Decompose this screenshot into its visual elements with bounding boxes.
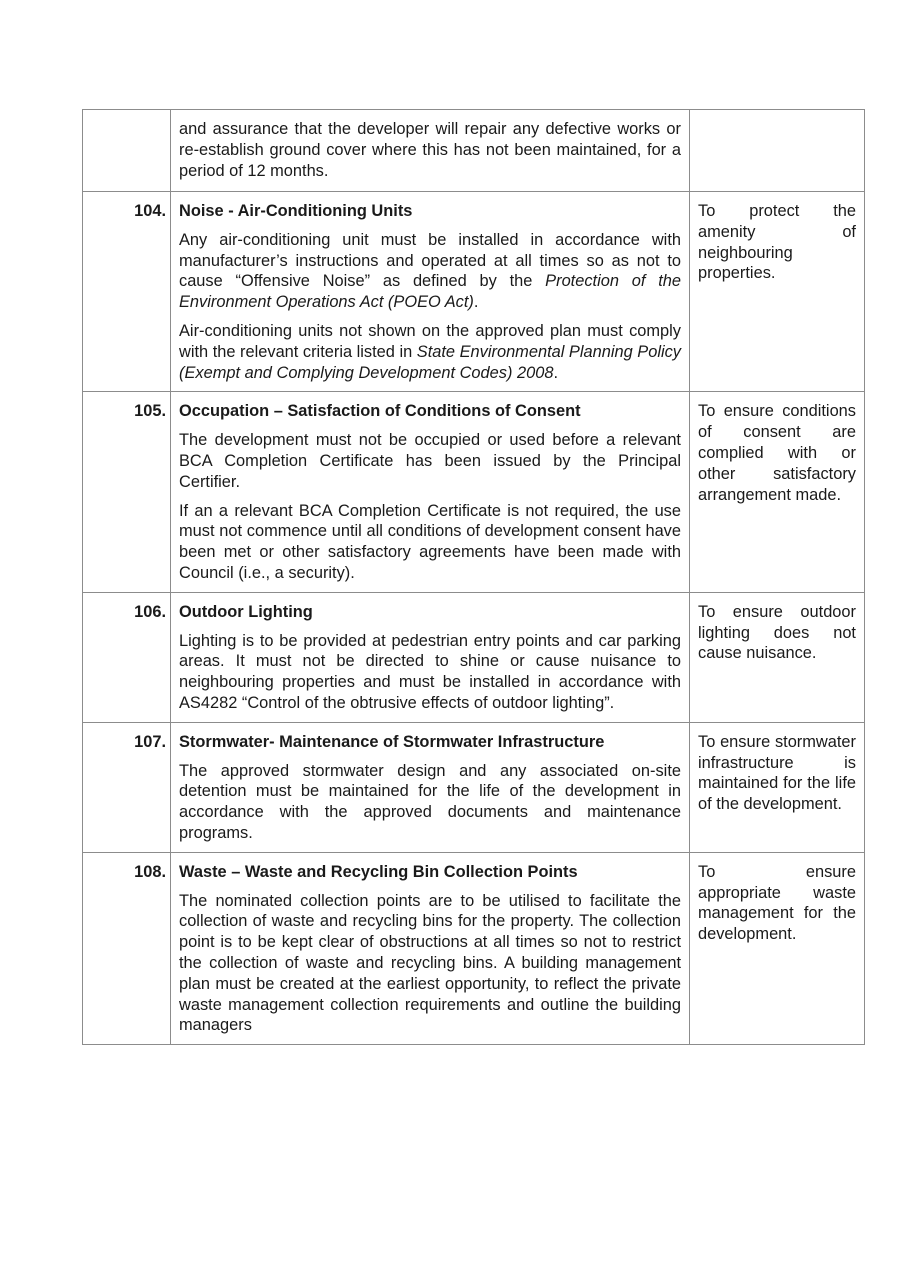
condition-paragraph: The development must not be occupied or used before a relevant BCA Completion Certificate has been issued by the Principal Certifier. [179,431,681,491]
condition-body-cell [171,110,690,192]
condition-body-cell [171,392,690,592]
table-row [83,592,865,722]
condition-body-cell [171,592,690,722]
condition-reason: To protect the amenity of neighbouring properties. [690,192,865,392]
condition-number: 104. [83,192,171,392]
policy-reference: State Environmental Planning Policy (Exempt and Complying Development Codes) 2008 [179,342,682,382]
continuation-paragraph: and assurance that the developer will repair any defective works or re-establish ground cover where this has not been maintained, for a period of 12 months. [179,120,681,180]
condition-title: Stormwater- Maintenance of Stormwater Infrastructure [179,732,605,751]
condition-title: Occupation – Satisfaction of Conditions of Consent [179,402,581,421]
condition-paragraph: If an a relevant BCA Completion Certificate is not required, the use must not commence until all conditions of development consent have been met or other satisfactory agreements have been made with Council (i.e., a security). [179,501,681,582]
paragraph-text: . [473,293,479,312]
condition-paragraph: The approved stormwater design and any associated on-site detention must be maintained for the life of the development in accordance with the approved documents and maintenance programs. [179,761,681,842]
reason-cell [690,110,865,192]
condition-reason: To ensure stormwater infrastructure is maintained for the life of the development. [690,722,865,852]
table-row [83,392,865,592]
paragraph-text: Air-conditioning units not shown on the approved plan must comply with the relevant criteria listed in [179,321,681,361]
condition-paragraph [179,230,681,313]
paragraph-text: Any air-conditioning unit must be installed in accordance with manufacturer’s instructions and operated at all times so as not to cause “Offensive Noise” as defined by the [179,230,681,291]
table-row [83,110,865,192]
table-row [83,722,865,852]
condition-number-cell [83,110,171,192]
condition-body-cell [171,192,690,392]
condition-paragraph: The nominated collection points are to be utilised to facilitate the collection of waste and recycling bins for the property. The collection point is to be kept clear of obstructions at all times so not to restrict the collection of waste and recycling bins. A building management plan must be created at the earliest opportunity, to reflect the private waste management collection requirements and outline the building managers [179,891,681,1035]
act-reference: Protection of the Environment Operations Act (POEO Act) [179,272,681,312]
condition-number: 107. [83,722,171,852]
condition-paragraph [179,321,681,383]
condition-number: 106. [83,592,171,722]
table-row [83,852,865,1044]
paragraph-text: . [553,363,559,382]
condition-title: Noise - Air-Conditioning Units [179,202,413,220]
condition-reason: To ensure appropriate waste management for the development. [690,852,865,1044]
condition-reason: To ensure conditions of consent are complied with or other satisfactory arrangement made. [690,392,865,592]
condition-reason: To ensure outdoor lighting does not cause nuisance. [690,592,865,722]
condition-number: 108. [83,852,171,1044]
condition-paragraph: Lighting is to be provided at pedestrian entry points and car parking areas. It must not be directed to shine or cause nuisance to neighbouring properties and must be installed in accordance with AS4282 “Control of the obtrusive effects of outdoor lighting”. [179,631,681,712]
condition-title: Outdoor Lighting [179,602,313,621]
condition-number: 105. [83,392,171,592]
condition-body-cell [171,852,690,1044]
condition-body-cell [171,722,690,852]
condition-title: Waste – Waste and Recycling Bin Collection Points [179,862,578,881]
table-row [83,192,865,392]
conditions-table [82,109,865,1045]
